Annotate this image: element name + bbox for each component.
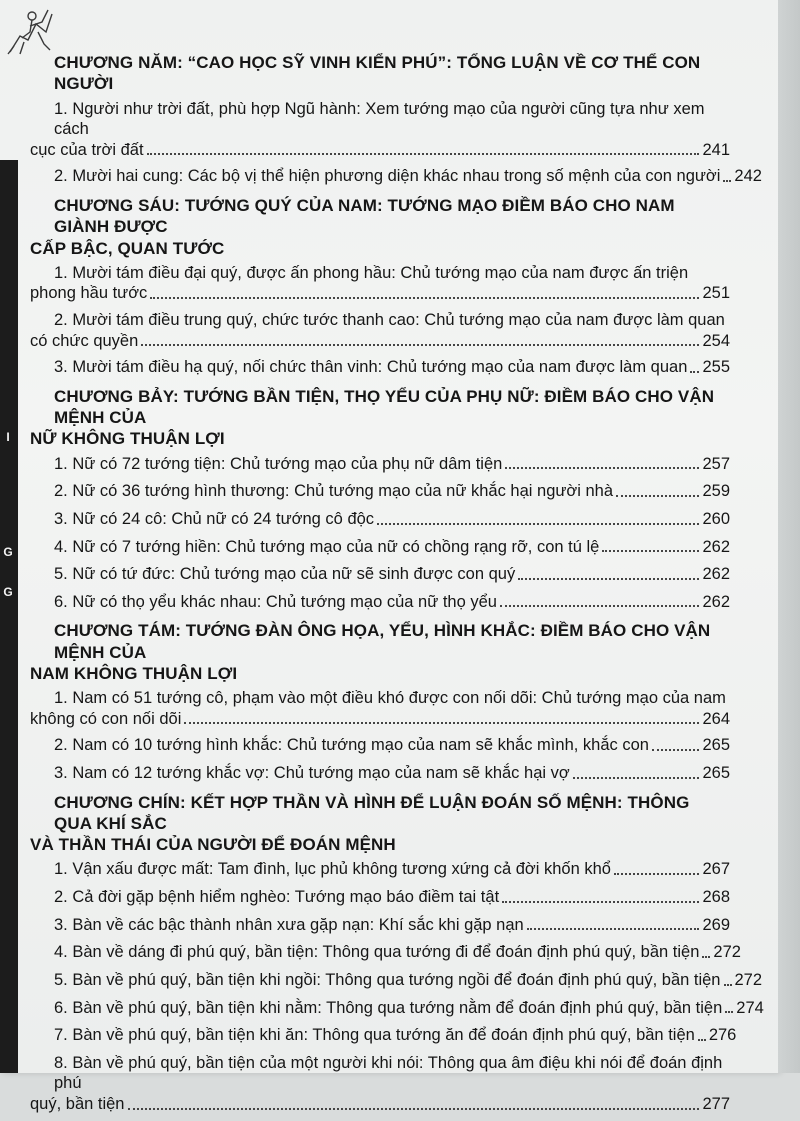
toc-entry-text: 1. Vận xấu được mất: Tam đình, lục phủ không tương xứng cả đời khốn khổ (54, 860, 611, 879)
page-number: 267 (702, 860, 730, 879)
toc-entry-text: 4. Bàn về dáng đi phú quý, bần tiện: Thông qua tướng đi để đoán định phú quý, bần tiện (54, 943, 700, 962)
page-number: 269 (702, 915, 730, 934)
dot-leader (377, 523, 699, 525)
toc-entry-text: 7. Bàn về phú quý, bần tiện khi ăn: Thông qua tướng ăn để đoán định phú quý, bần tiện (54, 1026, 695, 1045)
page-number: 262 (702, 592, 730, 611)
margin-mark: G (3, 545, 13, 559)
page-number: 264 (702, 709, 730, 728)
toc-entry-text: 8. Bàn về phú quý, bần tiện của một người khi nói: Thông qua âm điệu khi nói để đoán định phú (54, 1053, 723, 1093)
page-number: 262 (702, 565, 730, 584)
dot-leader (141, 344, 699, 346)
page-number: 257 (702, 454, 730, 473)
page-number: 272 (713, 943, 741, 962)
chapter-heading-line: VÀ THẦN THÁI CỦA NGƯỜI ĐỂ ĐOÁN MỆNH (30, 835, 396, 855)
dot-leader (147, 153, 700, 155)
toc-entry-text: 4. Nữ có 7 tướng hiền: Chủ tướng mạo của nữ có chồng rạng rỡ, con tú lệ (54, 537, 600, 556)
toc-entry[interactable] (30, 688, 730, 729)
chapter-heading-line: CHƯƠNG NĂM: “CAO HỌC SỸ VINH KIỂN PHÚ”: TỔNG LUẬN VỀ CƠ THỂ CON NGƯỜI (54, 53, 701, 94)
toc-entry[interactable] (30, 970, 763, 991)
margin-tab-bar (0, 160, 18, 1073)
chapter-heading-line: CHƯƠNG BẢY: TƯỚNG BẦN TIỆN, THỌ YỂU CỦA PHỤ NỮ: ĐIỀM BÁO CHO VẬN MỆNH CỦA (54, 386, 715, 428)
dot-leader (652, 749, 700, 751)
dot-leader (128, 1108, 700, 1110)
dot-leader (602, 550, 699, 552)
dot-leader (518, 578, 699, 580)
toc-entry[interactable] (30, 735, 730, 756)
chapter-heading (30, 52, 730, 95)
chapter-heading (30, 195, 730, 259)
page-number: 277 (702, 1095, 730, 1113)
page-number: 262 (702, 537, 730, 556)
page-number: 265 (702, 764, 730, 782)
toc-entry-text: quý, bần tiện (30, 1095, 125, 1113)
toc-entry-text: 2. Mười hai cung: Các bộ vị thể hiện phương diện khác nhau trong số mệnh của con người (54, 167, 721, 186)
toc-entry-text: 3. Mười tám điều hạ quý, nối chức thân vinh: Chủ tướng mạo của nam được làm quan (54, 358, 688, 377)
toc-entry-text: cục của trời đất (30, 140, 144, 159)
toc-entry-text: 6. Nữ có thọ yểu khác nhau: Chủ tướng mạo của nữ thọ yểu (54, 592, 497, 611)
dot-leader (500, 605, 700, 607)
toc-entry[interactable] (30, 592, 730, 613)
dot-leader (702, 956, 710, 958)
toc-entry[interactable] (30, 537, 730, 558)
page-number: 259 (702, 482, 730, 501)
dot-leader (724, 984, 732, 986)
page-number: 255 (702, 358, 730, 377)
toc-entry[interactable] (30, 454, 730, 475)
toc-entry[interactable] (30, 509, 730, 530)
next-page-edge (778, 0, 800, 1073)
dot-leader (505, 467, 699, 469)
chapter-heading-line: CHƯƠNG TÁM: TƯỚNG ĐÀN ÔNG HỌA, YỂU, HÌNH KHẮC: ĐIỀM BÁO CHO VẬN MỆNH CỦA (54, 621, 711, 662)
toc-entry[interactable] (30, 1025, 737, 1046)
page-number: 251 (702, 284, 730, 303)
margin-mark: G (3, 585, 13, 599)
dot-leader (698, 1039, 706, 1041)
toc-entry-text: 5. Nữ có tứ đức: Chủ tướng mạo của nữ sẽ sinh được con quý (54, 565, 516, 584)
chapter-heading-line: CHƯƠNG CHÍN: KẾT HỢP THẦN VÀ HÌNH ĐỂ LUẬN ĐOÁN SỐ MỆNH: THÔNG QUA KHÍ SẮC (54, 792, 690, 833)
page-number: 260 (702, 509, 730, 528)
chapter-heading (30, 386, 730, 450)
toc-entry[interactable] (30, 915, 730, 936)
toc-entry-text: 5. Bàn về phú quý, bần tiện khi ngồi: Thông qua tướng ngồi để đoán định phú quý, bần tiện (54, 970, 721, 989)
toc-entry-text: 2. Nam có 10 tướng hình khắc: Chủ tướng mạo của nam sẽ khắc mình, khắc con (54, 736, 649, 755)
dot-leader (527, 928, 700, 930)
dot-leader (614, 873, 700, 875)
toc-entry[interactable] (30, 481, 730, 502)
toc-entry[interactable] (30, 859, 730, 880)
page-number: 265 (702, 736, 730, 755)
toc-entry[interactable] (30, 998, 764, 1019)
toc-entry-text: 3. Nam có 12 tướng khắc vợ: Chủ tướng mạo của nam sẽ khắc hại vợ (54, 764, 570, 782)
page-number: 276 (708, 1026, 737, 1045)
toc-entry-text: không có con nối dõi (30, 709, 182, 728)
page-number: 274 (736, 998, 764, 1017)
toc-entry[interactable] (30, 564, 730, 585)
dot-leader (502, 901, 699, 903)
toc-entry[interactable] (30, 99, 730, 161)
page-number: 254 (702, 331, 730, 350)
page-number: 242 (734, 167, 762, 186)
toc-entry-text: có chức quyền (30, 331, 139, 350)
toc-entry-text: 6. Bàn về phú quý, bần tiện khi nằm: Thông qua tướng nằm để đoán định phú quý, bần tiện (54, 998, 723, 1017)
page-number: 268 (702, 888, 730, 906)
toc-entry-text: 1. Nam có 51 tướng cô, phạm vào một điều khó được con nối dõi: Chủ tướng mạo của nam (54, 689, 726, 708)
dot-leader (616, 495, 699, 497)
chapter-heading (30, 792, 730, 856)
page-number: 272 (734, 970, 763, 989)
toc-entry-text: 2. Mười tám điều trung quý, chức tước thanh cao: Chủ tướng mạo của nam được làm quan (54, 311, 725, 329)
chapter-heading-line: NỮ KHÔNG THUẬN LỢI (30, 429, 225, 449)
toc-entry-text: phong hầu tước (30, 284, 148, 303)
dot-leader (690, 371, 699, 373)
toc-entry[interactable] (30, 1053, 730, 1115)
dot-leader (725, 1011, 733, 1013)
margin-mark: I (6, 430, 10, 444)
toc-entry[interactable] (30, 763, 730, 784)
table-of-contents (30, 44, 764, 1121)
chapter-heading-line: CẤP BẬC, QUAN TƯỚC (30, 238, 225, 258)
dot-leader (573, 777, 700, 779)
toc-entry-text: 2. Cả đời gặp bệnh hiểm nghèo: Tướng mạo báo điềm tai tật (54, 888, 500, 906)
toc-entry[interactable] (30, 310, 730, 351)
toc-entry-text: 1. Mười tám điều đại quý, được ấn phong hầu: Chủ tướng mạo của nam được ấn triện (54, 263, 689, 282)
page-number: 241 (702, 140, 730, 159)
toc-entry[interactable] (30, 887, 730, 908)
toc-entry[interactable] (30, 263, 730, 304)
dot-leader (150, 297, 699, 299)
dot-leader (184, 722, 699, 724)
dot-leader (723, 180, 731, 182)
chapter-heading (30, 620, 730, 684)
toc-entry[interactable] (30, 357, 730, 378)
toc-entry-text: 3. Nữ có 24 cô: Chủ nữ có 24 tướng cô độc (54, 509, 375, 528)
toc-entry[interactable] (30, 166, 762, 187)
toc-entry-text: 1. Người như trời đất, phù hợp Ngũ hành: Xem tướng mạo của người cũng tựa như xem cách (54, 99, 705, 139)
chapter-heading-line: CHƯƠNG SÁU: TƯỚNG QUÝ CỦA NAM: TƯỚNG MẠO ĐIỀM BÁO CHO NAM GIÀNH ĐƯỢC (54, 196, 675, 237)
toc-entry-text: 1. Nữ có 72 tướng tiện: Chủ tướng mạo của phụ nữ dâm tiện (54, 454, 503, 473)
toc-entry-text: 3. Bàn về các bậc thành nhân xưa gặp nạn: Khí sắc khi gặp nạn (54, 915, 524, 934)
toc-entry[interactable] (30, 942, 741, 963)
toc-entry-text: 2. Nữ có 36 tướng hình thương: Chủ tướng mạo của nữ khắc hại người nhà (54, 482, 614, 501)
chapter-heading-line: NAM KHÔNG THUẬN LỢI (30, 663, 238, 683)
